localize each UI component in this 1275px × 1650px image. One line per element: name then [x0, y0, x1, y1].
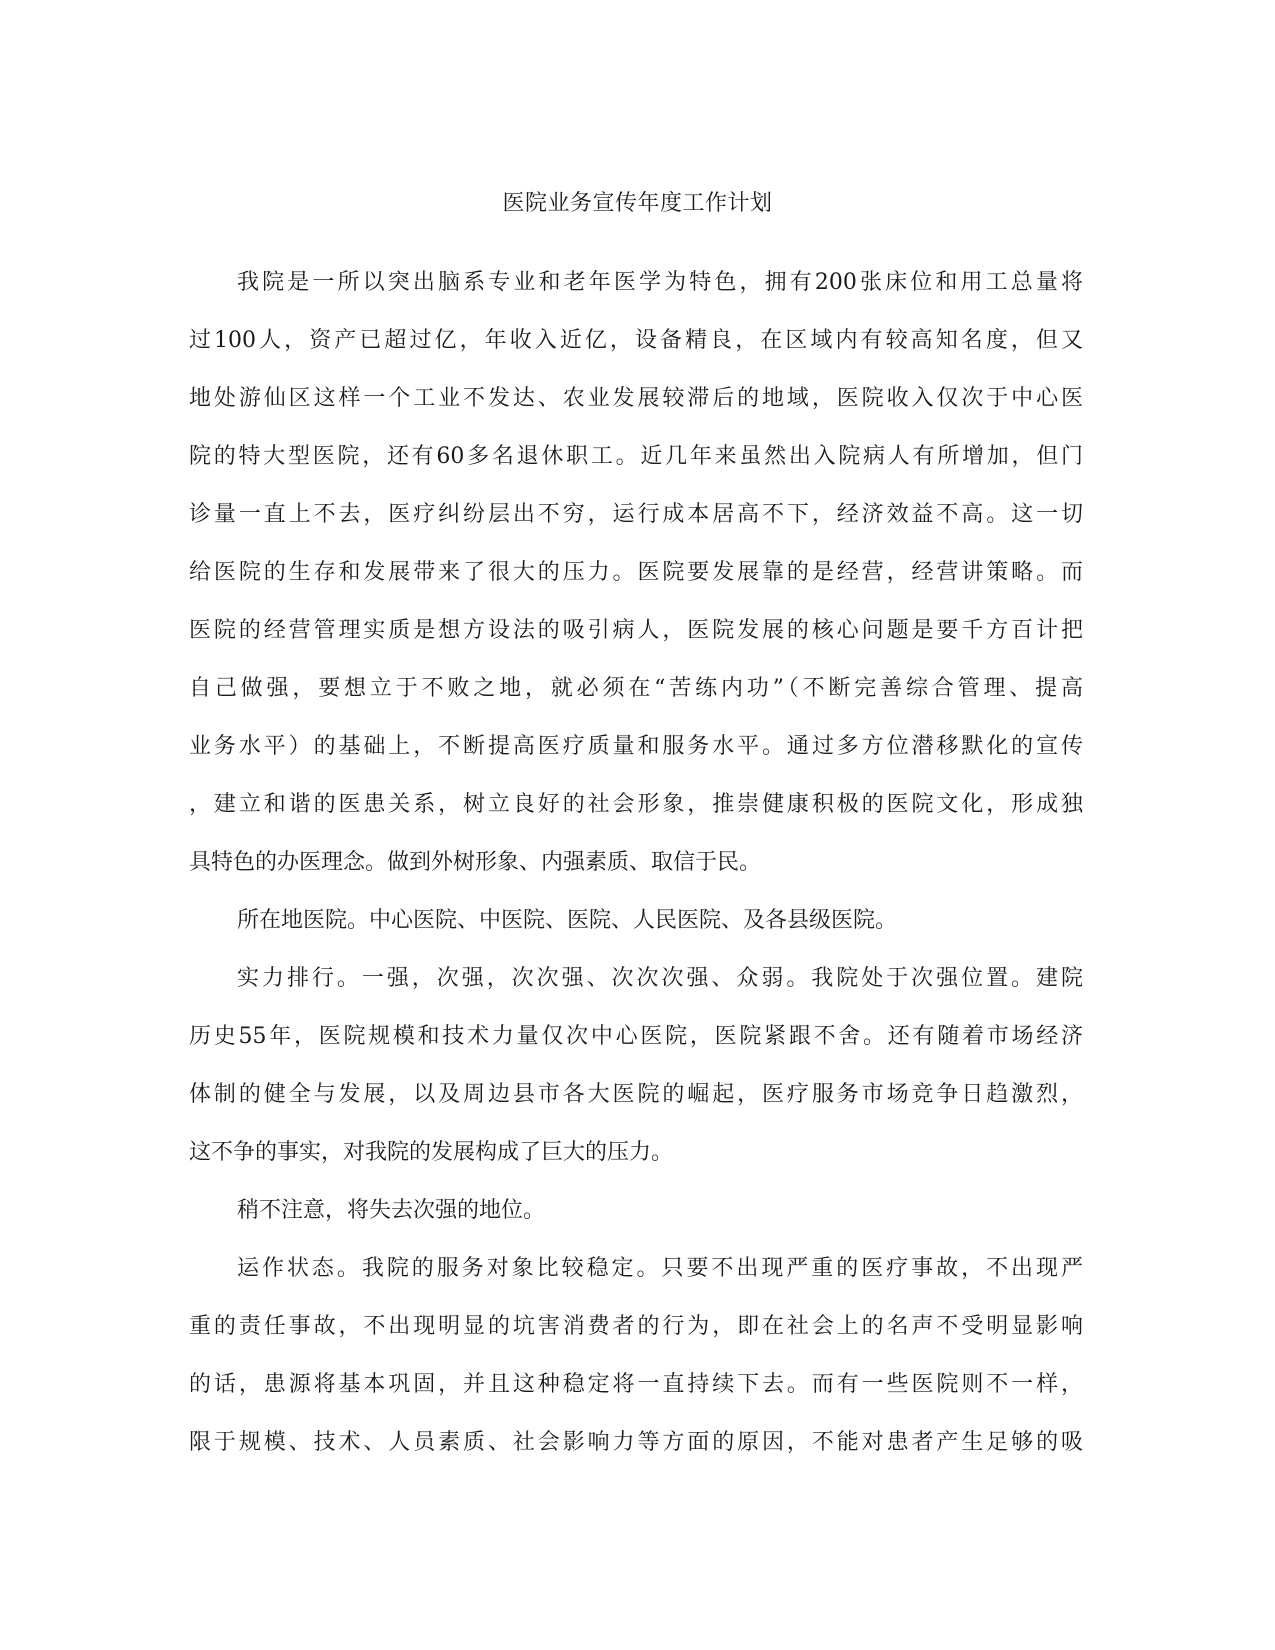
- text-line: 我院是一所以突出脑系专业和老年医学为特色，拥有200张床位和用工总量将: [237, 270, 1083, 295]
- text-line: 具特色的办医理念。做到外树形象、内强素质、取信于民。: [189, 850, 762, 875]
- text-line: 的话，患源将基本巩固，并且这种稳定将一直持续下去。而有一些医院则不一样，: [189, 1372, 1083, 1397]
- text-line: ，建立和谐的医患关系，树立良好的社会形象，推崇健康积极的医院文化，形成独: [189, 792, 1083, 817]
- text-line: 这不争的事实，对我院的发展构成了巨大的压力。: [189, 1140, 674, 1165]
- text-line: 自己做强，要想立于不败之地，就必须在“苦练内功”（不断完善综合管理、提高: [189, 676, 1083, 701]
- text-line: 过100人，资产已超过亿，年收入近亿，设备精良，在区域内有较高知名度，但又: [189, 328, 1083, 353]
- text-line: 所在地医院。中心医院、中医院、医院、人民医院、及各县级医院。: [237, 908, 898, 933]
- text-line: 运作状态。我院的服务对象比较稳定。只要不出现严重的医疗事故，不出现严: [237, 1256, 1083, 1281]
- text-line: 院的特大型医院，还有60多名退休职工。近几年来虽然出入院病人有所增加，但门: [189, 444, 1083, 469]
- page-title: 医院业务宣传年度工作计划: [502, 191, 773, 216]
- text-line: 限于规模、技术、人员素质、社会影响力等方面的原因，不能对患者产生足够的吸: [189, 1430, 1083, 1455]
- text-line: 业务水平）的基础上，不断提高医疗质量和服务水平。通过多方位潜移默化的宣传: [189, 734, 1083, 759]
- body-text: [189, 268, 1083, 1486]
- text-line: 稍不注意，将失去次强的地位。: [237, 1198, 546, 1223]
- text-line: 地处游仙区这样一个工业不发达、农业发展较滞后的地域，医院收入仅次于中心医: [189, 386, 1083, 411]
- text-line: 体制的健全与发展，以及周边县市各大医院的崛起，医疗服务市场竞争日趋激烈，: [189, 1082, 1083, 1107]
- text-line: 历史55年，医院规模和技术力量仅次中心医院，医院紧跟不舍。还有随着市场经济: [189, 1024, 1083, 1049]
- text-line: 给医院的生存和发展带来了很大的压力。医院要发展靠的是经营，经营讲策略。而: [189, 560, 1083, 585]
- text-line: 重的责任事故，不出现明显的坑害消费者的行为，即在社会上的名声不受明显影响: [189, 1314, 1083, 1339]
- text-line: 医院的经营管理实质是想方设法的吸引病人，医院发展的核心问题是要千方百计把: [189, 618, 1083, 643]
- text-line: 实力排行。一强，次强，次次强、次次次强、众弱。我院处于次强位置。建院: [237, 966, 1083, 991]
- text-line: 诊量一直上不去，医疗纠纷层出不穷，运行成本居高不下，经济效益不高。这一切: [189, 502, 1083, 527]
